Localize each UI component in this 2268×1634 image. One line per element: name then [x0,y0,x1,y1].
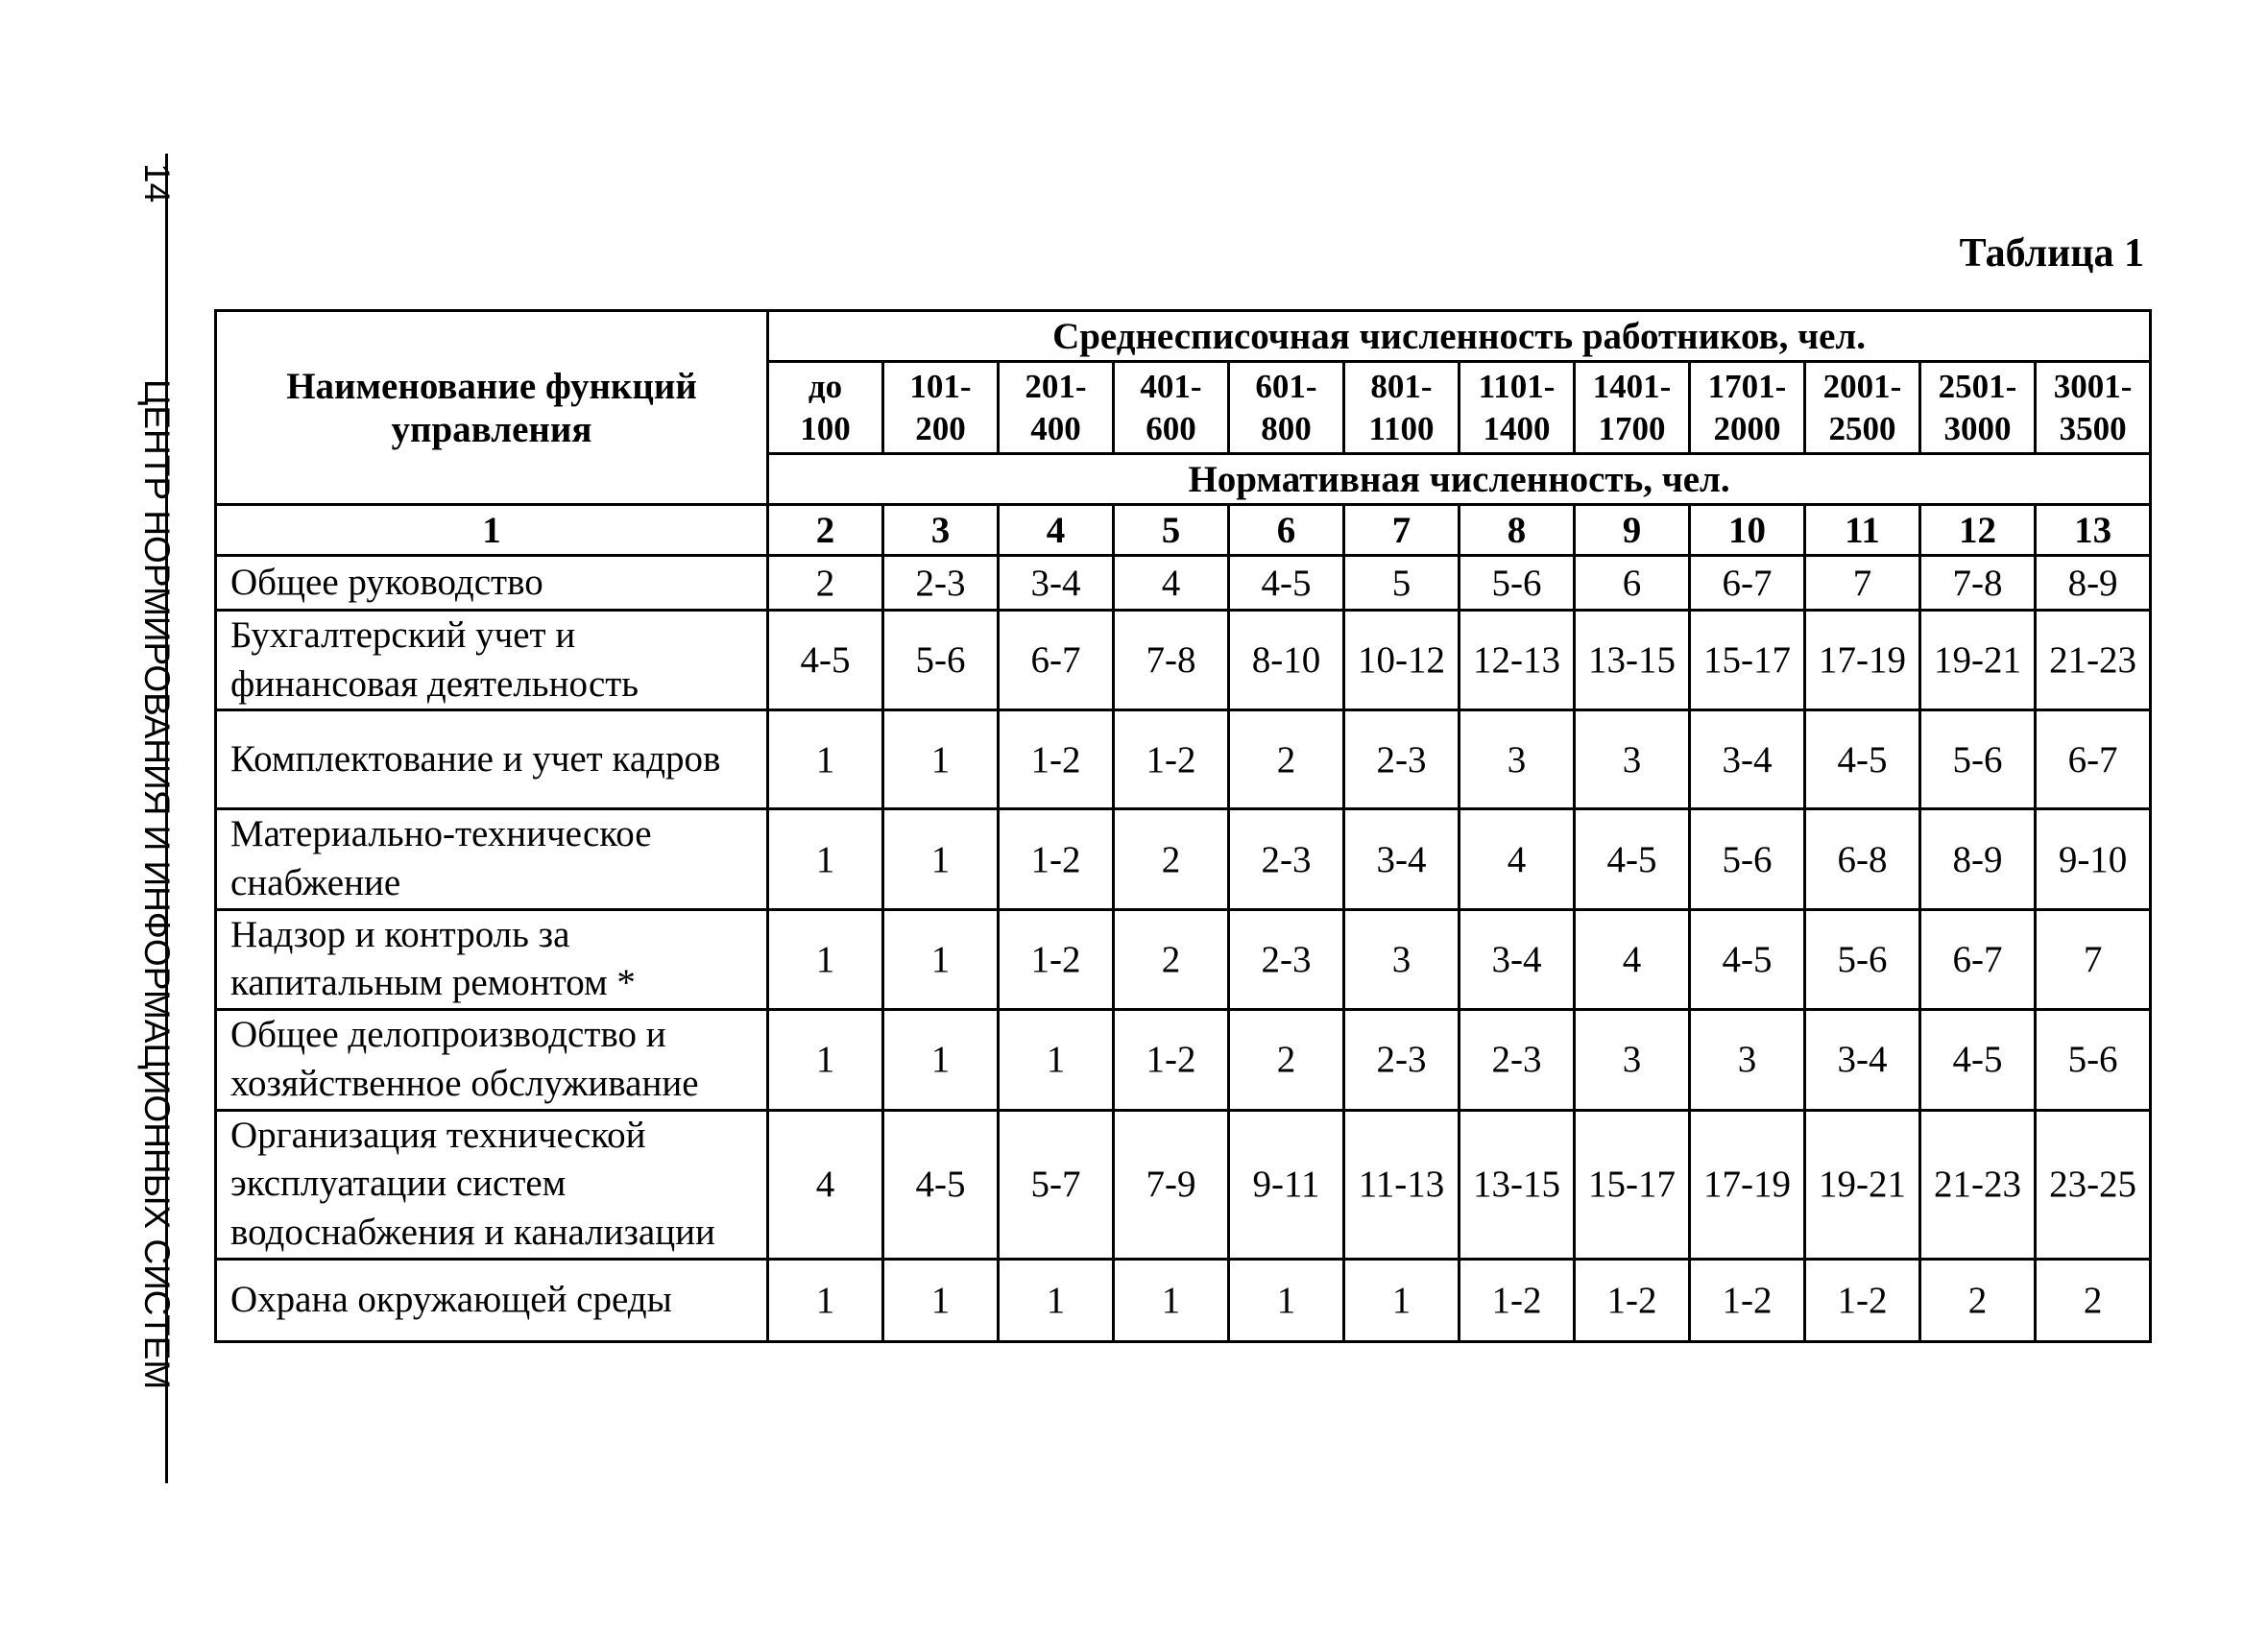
norm-value-cell: 11-13 [1344,1110,1460,1259]
norm-value-cell: 5-6 [1690,809,1805,909]
norm-value-cell: 2-3 [1229,909,1344,1009]
norm-value-cell: 4 [1575,909,1690,1009]
norm-value-cell: 7-8 [1920,556,2036,611]
norm-value-cell: 3 [1344,909,1460,1009]
column-number-3: 3 [883,505,999,556]
norm-value-cell: 3 [1575,710,1690,809]
column-number-13: 13 [2036,505,2151,556]
norm-value-cell: 2-3 [1460,1010,1575,1110]
range-from: 401- [1140,367,1202,405]
norm-value-cell: 8-9 [2036,556,2151,611]
norm-value-cell: 1 [768,710,883,809]
norm-value-cell: 8-9 [1920,809,2036,909]
column-number-4: 4 [999,505,1114,556]
range-from: 1701- [1707,367,1787,405]
norm-value-cell: 2 [1229,1010,1344,1110]
norm-value-cell: 7 [2036,909,2151,1009]
range-from: до [808,367,843,405]
table-row [216,611,2151,710]
table-row [216,809,2151,909]
norm-value-cell: 1 [1229,1259,1344,1341]
norm-value-cell: 1 [883,909,999,1009]
table-row [216,556,2151,611]
table-body [216,311,2151,1342]
norm-value-cell: 6 [1575,556,1690,611]
range-to: 800 [1261,409,1312,447]
norm-value-cell: 2 [1229,710,1344,809]
norm-value-cell: 6-7 [2036,710,2151,809]
range-to: 1100 [1368,409,1435,447]
norm-value-cell: 1 [768,1010,883,1110]
norm-value-cell: 1-2 [1460,1259,1575,1341]
table-row [216,1010,2151,1110]
norm-value-cell: 3-4 [1460,909,1575,1009]
column-number-9: 9 [1575,505,1690,556]
range-from: 2001- [1822,367,1902,405]
column-number-5: 5 [1114,505,1229,556]
norm-value-cell: 4-5 [1575,809,1690,909]
column-number-11: 11 [1805,505,1920,556]
range-from: 201- [1025,367,1087,405]
range-header-12 [2036,362,2151,454]
norm-value-cell: 2 [1114,809,1229,909]
table-label: Таблица 1 [1959,231,2144,276]
function-name-cell: Организация технической эксплуатации систем водоснабжения и канализации [216,1110,768,1259]
norm-value-cell: 3 [1460,710,1575,809]
norm-value-cell: 5-6 [1920,710,2036,809]
norm-value-cell: 1-2 [1690,1259,1805,1341]
range-to: 400 [1030,409,1081,447]
norm-value-cell: 2 [1920,1259,2036,1341]
function-name-cell: Бухгалтерский учет и финансовая деятельность [216,611,768,710]
norm-value-cell: 1 [1344,1259,1460,1341]
norm-value-cell: 19-21 [1920,611,2036,710]
norm-value-cell: 2-3 [1344,710,1460,809]
norm-value-cell: 10-12 [1344,611,1460,710]
norm-value-cell: 1-2 [999,809,1114,909]
norm-value-cell: 6-8 [1805,809,1920,909]
range-header-3 [999,362,1114,454]
norm-value-cell: 23-25 [2036,1110,2151,1259]
table-row [216,1259,2151,1341]
headcount-group-header: Среднесписочная численность работников, чел. [768,311,2151,362]
range-to: 2500 [1828,409,1896,447]
norm-value-cell: 4 [768,1110,883,1259]
function-name-cell: Надзор и контроль за капитальным ремонтом * [216,909,768,1009]
range-to: 3500 [2059,409,2127,447]
norm-value-cell: 4-5 [768,611,883,710]
column-number-6: 6 [1229,505,1344,556]
norm-value-cell: 6-7 [1690,556,1805,611]
function-name-cell: Общее руководство [216,556,768,611]
norm-value-cell: 4 [1460,809,1575,909]
table-row [216,1110,2151,1259]
staffing-norms-table [214,309,2152,1343]
norm-value-cell: 5-6 [1460,556,1575,611]
norm-value-cell: 15-17 [1690,611,1805,710]
norm-value-cell: 3-4 [1344,809,1460,909]
norm-value-cell: 1 [1114,1259,1229,1341]
range-from: 1101- [1478,367,1556,405]
norm-value-cell: 3-4 [1805,1010,1920,1110]
function-name-cell: Материально-техническое снабжение [216,809,768,909]
norm-value-cell: 2-3 [883,556,999,611]
norm-value-cell: 15-17 [1575,1110,1690,1259]
range-from: 601- [1255,367,1317,405]
norm-value-cell: 1-2 [1805,1259,1920,1341]
range-from: 1401- [1592,367,1672,405]
range-from: 2501- [1938,367,2017,405]
norm-value-cell: 19-21 [1805,1110,1920,1259]
range-header-7 [1460,362,1575,454]
norm-value-cell: 3 [1575,1010,1690,1110]
norm-value-cell: 21-23 [1920,1110,2036,1259]
publisher-name: ЦЕНТР НОРМИРОВАНИЯ И ИНФОРМАЦИОННЫХ СИСТЕМ [137,379,177,1390]
norm-value-cell: 9-11 [1229,1110,1344,1259]
norm-value-cell: 2 [2036,1259,2151,1341]
column-number-10: 10 [1690,505,1805,556]
norm-value-cell: 13-15 [1460,1110,1575,1259]
norm-value-cell: 8-10 [1229,611,1344,710]
norm-value-cell: 7 [1805,556,1920,611]
norm-value-cell: 1 [999,1259,1114,1341]
norm-value-cell: 3-4 [999,556,1114,611]
norm-value-cell: 1 [883,710,999,809]
norm-value-cell: 1-2 [1575,1259,1690,1341]
range-to: 200 [915,409,966,447]
range-from: 3001- [2053,367,2133,405]
header-row-group [216,311,2151,362]
norm-value-cell: 1 [883,1259,999,1341]
norm-value-cell: 3-4 [1690,710,1805,809]
range-to: 1400 [1483,409,1551,447]
function-name-cell: Комплектование и учет кадров [216,710,768,809]
norm-value-cell: 1-2 [999,909,1114,1009]
norm-value-cell: 3 [1690,1010,1805,1110]
column-number-2: 2 [768,505,883,556]
column-number-1: 1 [216,505,768,556]
norm-value-cell: 6-7 [999,611,1114,710]
column-number-7: 7 [1344,505,1460,556]
table-row [216,710,2151,809]
norm-value-cell: 1 [999,1010,1114,1110]
norm-value-cell: 4-5 [1920,1010,2036,1110]
norm-value-cell: 2-3 [1229,809,1344,909]
page-number: 14 [137,163,177,204]
norm-value-cell: 2 [1114,909,1229,1009]
range-header-6 [1344,362,1460,454]
table-row [216,909,2151,1009]
range-to: 2000 [1713,409,1781,447]
norm-header: Нормативная численность, чел. [768,454,2151,505]
norm-value-cell: 1 [883,1010,999,1110]
range-header-8 [1575,362,1690,454]
range-header-11 [1920,362,2036,454]
range-from: 101- [909,367,972,405]
norm-value-cell: 1 [768,809,883,909]
norm-value-cell: 5 [1344,556,1460,611]
column-number-12: 12 [1920,505,2036,556]
column-number-row [216,505,2151,556]
norm-value-cell: 1 [768,1259,883,1341]
norm-value-cell: 6-7 [1920,909,2036,1009]
norm-value-cell: 17-19 [1805,611,1920,710]
range-to: 1700 [1598,409,1666,447]
range-to: 600 [1146,409,1196,447]
norm-value-cell: 12-13 [1460,611,1575,710]
range-header-4 [1114,362,1229,454]
norm-value-cell: 1 [883,809,999,909]
range-header-5 [1229,362,1344,454]
norm-value-cell: 7-8 [1114,611,1229,710]
norm-value-cell: 2 [768,556,883,611]
norm-value-cell: 13-15 [1575,611,1690,710]
norm-value-cell: 4-5 [883,1110,999,1259]
norm-value-cell: 17-19 [1690,1110,1805,1259]
range-from: 801- [1370,367,1433,405]
norm-value-cell: 5-6 [2036,1010,2151,1110]
norm-value-cell: 5-7 [999,1110,1114,1259]
norm-value-cell: 2-3 [1344,1010,1460,1110]
norm-value-cell: 5-6 [883,611,999,710]
range-header-1 [768,362,883,454]
function-name-header: Наименование функций управления [216,311,768,505]
norm-value-cell: 9-10 [2036,809,2151,909]
range-header-2 [883,362,999,454]
norm-value-cell: 21-23 [2036,611,2151,710]
function-name-cell: Общее делопроизводство и хозяйственное обслуживание [216,1010,768,1110]
norm-value-cell: 1-2 [1114,1010,1229,1110]
norm-value-cell: 5-6 [1805,909,1920,1009]
norm-value-cell: 4-5 [1805,710,1920,809]
range-to: 100 [800,409,851,447]
range-header-9 [1690,362,1805,454]
norm-value-cell: 1-2 [999,710,1114,809]
range-header-10 [1805,362,1920,454]
norm-value-cell: 4 [1114,556,1229,611]
function-name-cell: Охрана окружающей среды [216,1259,768,1341]
norm-value-cell: 1-2 [1114,710,1229,809]
range-to: 3000 [1943,409,2012,447]
norm-value-cell: 4-5 [1690,909,1805,1009]
norm-value-cell: 1 [768,909,883,1009]
norm-value-cell: 7-9 [1114,1110,1229,1259]
column-number-8: 8 [1460,505,1575,556]
norm-value-cell: 4-5 [1229,556,1344,611]
